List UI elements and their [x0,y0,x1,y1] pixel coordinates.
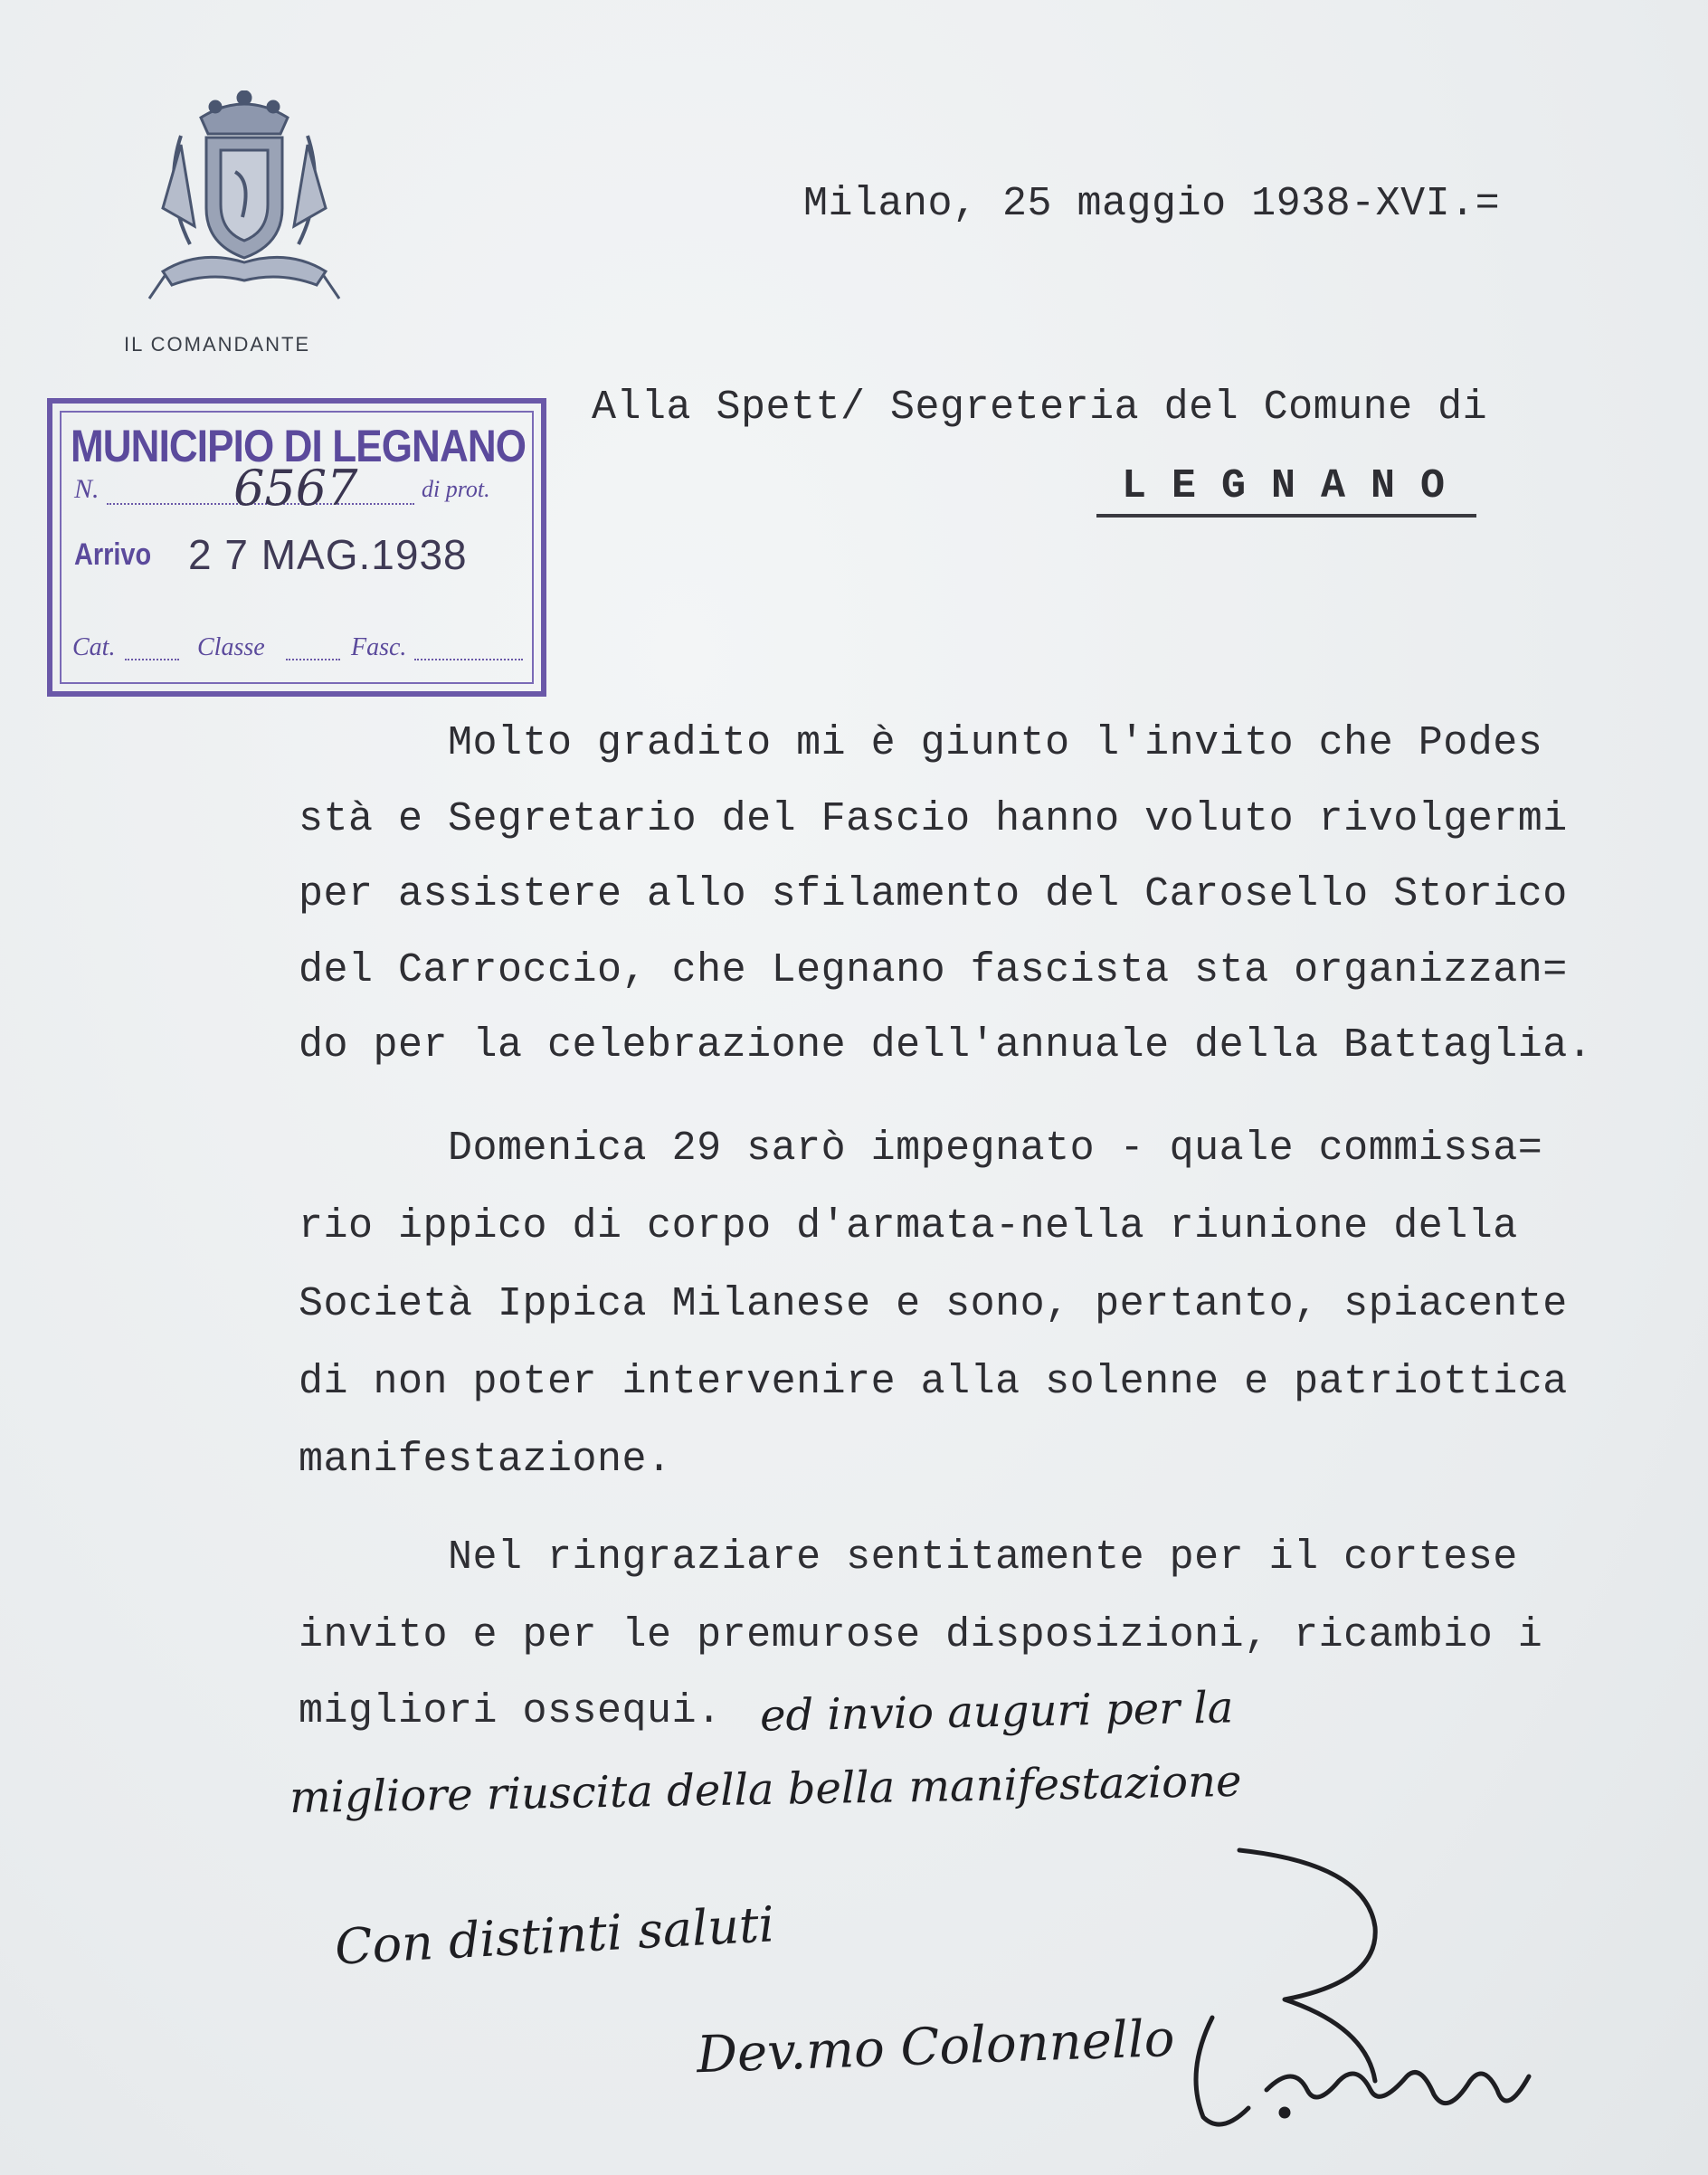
addressee-city: L E G N A N O [1122,463,1446,509]
stamp-fasc-label: Fasc. [351,633,407,661]
handwritten-addition: ed invio auguri per la [759,1682,1234,1742]
stamp-date: 2 7 MAG.1938 [188,531,468,578]
body-line: per assistere allo sfilamento del Carosello Storico [299,871,1568,917]
stamp-prot-label: di prot. [422,476,490,502]
coat-of-arms-icon [145,90,344,308]
addressee-line1: Alla Spett/ Segreteria del Comune di [592,385,1488,431]
body-line: rio ippico di corpo d'armata-nella riunione della [299,1203,1518,1249]
handwritten-closing: Dev.mo Colonnello [696,2009,1176,2085]
letterhead-title: IL COMANDANTE [124,333,311,356]
handwritten-greeting: Con distinti saluti [333,1895,776,1976]
stamp-arrivo-label: Arrivo [74,537,152,572]
date-line: Milano, 25 maggio 1938-XVI.= [803,181,1501,227]
stamp-n-label: N. [74,474,100,504]
body-line: Domenica 29 sarò impegnato - quale commissa= [299,1125,1543,1172]
body-line: Molto gradito mi è giunto l'invito che Podes [299,720,1543,766]
body-line: do per la celebrazione dell'annuale della Battaglia. [299,1022,1593,1069]
body-line: migliori ossequi. [299,1688,722,1734]
handwritten-addition: migliore riuscita della bella manifestazione [289,1755,1242,1824]
stamp-cat-label: Cat. [72,633,116,661]
body-line: di non poter intervenire alla solenne e patriottica [299,1359,1568,1405]
stamp-title: MUNICIPIO DI LEGNANO [71,421,527,471]
addressee-underline [1096,514,1476,518]
stamp-classe-label: Classe [197,633,265,661]
body-line: manifestazione. [299,1437,672,1483]
body-line: Nel ringraziare sentitamente per il cortese [299,1534,1518,1581]
protocol-stamp [47,398,546,697]
body-line: Società Ippica Milanese e sono, pertanto, spiacente [299,1281,1568,1327]
body-line: stà e Segretario del Fascio hanno voluto rivolgermi [299,796,1568,842]
body-line: del Carroccio, che Legnano fascista sta organizzan= [299,947,1568,993]
signature [1149,1846,1619,2144]
body-line: invito e per le premurose disposizioni, ricambio i [299,1612,1543,1658]
protocol-number: 6567 [233,460,358,517]
